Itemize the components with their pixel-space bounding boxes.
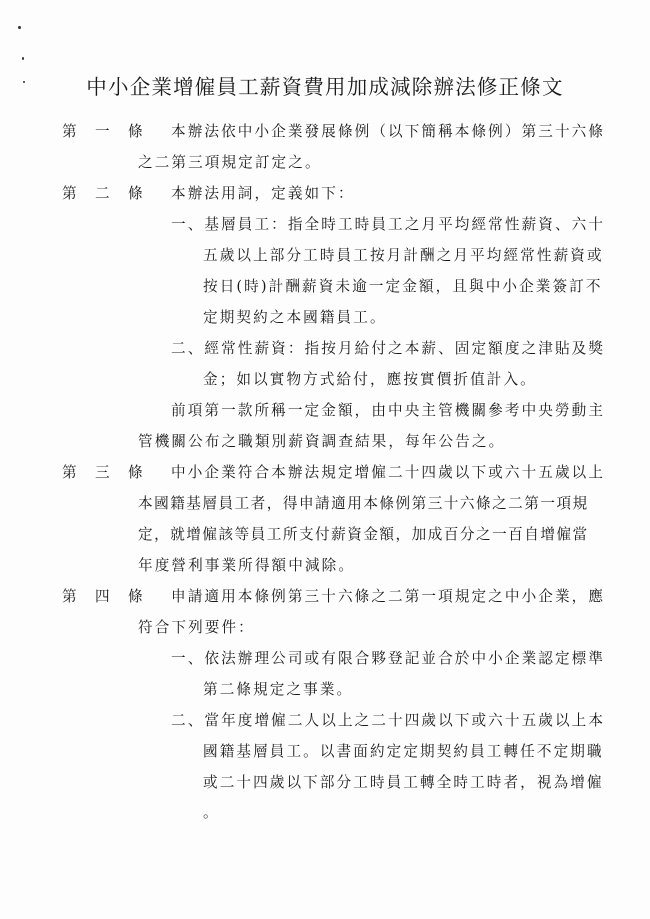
article-label [62, 122, 142, 142]
article-label-char: 條 [128, 588, 143, 605]
article-text-line: 本辦法依中小企業發展條例（以下簡稱本條例）第三十六條 [171, 123, 606, 140]
article-text-line: 定，就增僱該等員工所支付薪資金額，加成百分之一百自增僱當 [138, 526, 589, 543]
article-text-line: 管機關公布之職類別薪資調查結果，每年公告之。 [138, 433, 506, 450]
article-label-char: 一 [95, 123, 110, 140]
article-label-char: 四 [95, 588, 110, 605]
article-text-line: 年度營利事業所得額中減除。 [138, 557, 356, 574]
article-label [62, 587, 142, 607]
article-text-line: 。 [203, 804, 220, 821]
article-text-line: 之二第三項規定訂定之。 [138, 154, 322, 171]
article-label-char: 條 [128, 123, 143, 140]
article-text-line: 五歲以上部分工時員工按月計酬之月平均經常性薪資或 [203, 247, 604, 264]
scan-speck [22, 57, 24, 60]
article-text-line: 前項第一款所稱一定金額，由中央主管機關參考中央勞動主 [171, 402, 606, 419]
article-text-line: 按日(時)計酬薪資未逾一定金額，且與中小企業簽訂不 [203, 278, 603, 295]
article-label [62, 463, 142, 483]
article-text-line: 二、當年度增僱二人以上之二十四歲以下或六十五歲以上本 [171, 712, 606, 729]
article-label-char: 第 [62, 185, 77, 202]
article-text-line: 金；如以實物方式給付，應按實價折值計入。 [203, 371, 537, 388]
article-text-line: 一、依法辦理公司或有限合夥登記並合於中小企業認定標準 [171, 650, 606, 667]
article-label-char: 第 [62, 464, 77, 481]
article-text-line: 定期契約之本國籍員工。 [203, 309, 387, 326]
article-label-char: 二 [95, 185, 110, 202]
document-title: 中小企業增僱員工薪資費用加成減除辦法修正條文 [86, 75, 564, 99]
article-label-char: 條 [128, 464, 143, 481]
article-text-line: 國籍基層員工。以書面約定定期契約員工轉任不定期職 [203, 743, 604, 760]
article-text-line: 本國籍基層員工者，得申請適用本條例第三十六條之二第一項規 [138, 495, 589, 512]
article-text-line: 二、經常性薪資：指按月給付之本薪、固定額度之津貼及獎 [171, 340, 606, 357]
scan-speck [18, 26, 21, 29]
article-text-line: 本辦法用詞，定義如下： [171, 185, 355, 202]
article-label-char: 條 [128, 185, 143, 202]
article-text-line: 中小企業符合本辦法規定增僱二十四歲以下或六十五歲以上 [171, 464, 606, 481]
article-text-line: 或二十四歲以下部分工時員工轉全時工時者，視為增僱 [203, 774, 604, 791]
article-label-char: 第 [62, 588, 77, 605]
article-label [62, 184, 142, 204]
article-text-line: 第二條規定之事業。 [203, 681, 354, 698]
article-text-line: 符合下列要件： [138, 619, 255, 636]
article-text-line: 申請適用本條例第三十六條之二第一項規定之中小企業，應 [171, 588, 606, 605]
article-label-char: 三 [95, 464, 110, 481]
article-text-line: 一、基層員工：指全時工時員工之月平均經常性薪資、六十 [171, 216, 606, 233]
article-label-char: 第 [62, 123, 77, 140]
